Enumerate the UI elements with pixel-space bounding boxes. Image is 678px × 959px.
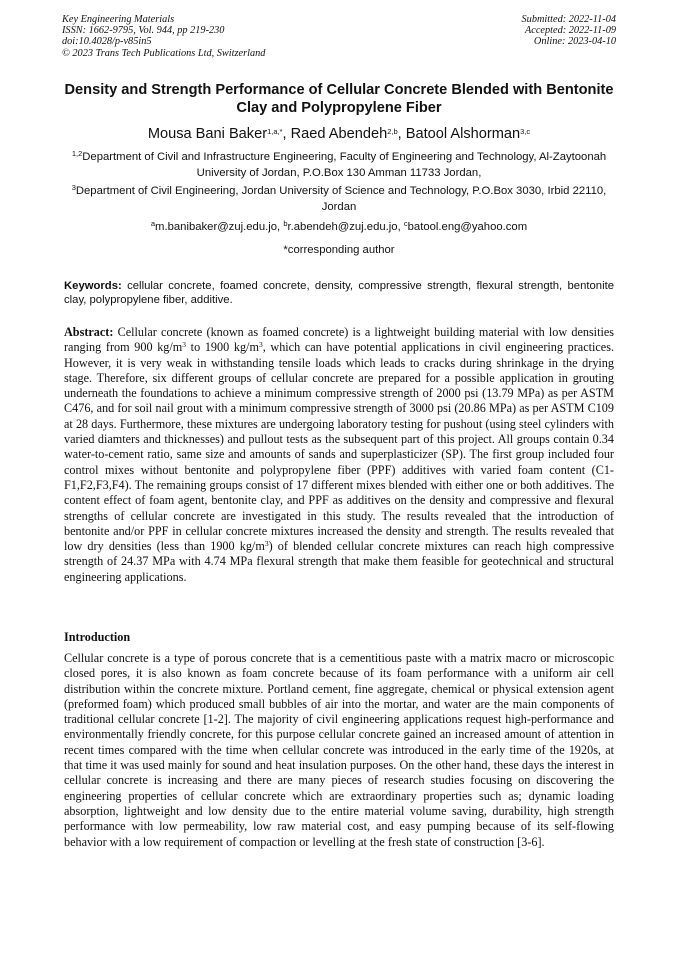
keywords-text: cellular concrete, foamed concrete, density, compressive strength, flexural strength, bentonite clay, polypropylene fiber, additive.: [64, 280, 615, 307]
author-name: Batool Alshorman: [405, 126, 521, 142]
abstract-text: Cellular concrete (known as foamed concrete) is a lightweight building material with low densities ranging from 900 kg/m: [64, 325, 614, 355]
author-name: Mousa Bani Baker: [147, 126, 268, 142]
author-list: Mousa Bani Baker$^{1,a,*}$, Raed Abendeh$^{2,b}$, Batool Alshorman$^{3,c}$: [147, 126, 531, 142]
paper-title: Density and Strength Performance of Cellular Concrete Blended with Bentonite Clay and Polypropylene Fiber: [64, 82, 614, 116]
corresponding-author-note: *corresponding author: [283, 244, 395, 256]
author-name: Raed Abendeh: [290, 126, 388, 142]
journal-name: Key Engineering Materials: [62, 14, 175, 25]
abstract-text: to 1900 kg/m: [186, 340, 259, 355]
affiliation-sup: 1,2: [71, 149, 83, 158]
affiliation-text: Department of Civil Engineering, Jordan University of Science and Technology, P.O.Box 3030, Irbid 22110, Jordan: [75, 185, 607, 213]
publication-dates: [522, 14, 616, 48]
abstract-text: ) of blended cellular concrete mixtures can reach high compressive strength of 24.37 MPa with 4.74 MPa flexural strength that make them feasible for geotechnical and structural engineering applications.: [64, 539, 614, 584]
journal-info: [62, 14, 265, 59]
email-sup: c: [403, 219, 408, 228]
abstract-sup: 3: [182, 340, 187, 350]
abstract-sup: 3: [264, 539, 269, 549]
author-sup: 3,c: [520, 127, 531, 136]
issn: ISSN: 1662-9795, Vol. 944, pp 219-230: [62, 25, 225, 37]
author-sup: 1,a,*: [267, 127, 283, 136]
author-sup: 2,b: [387, 127, 398, 136]
email-sup: b: [283, 219, 288, 228]
online-date: Online: 2023-04-10: [533, 36, 616, 48]
affiliation-sup: 3: [71, 183, 76, 192]
abstract: [64, 325, 614, 585]
affiliation-2: [60, 184, 618, 215]
doi: doi:10.4028/p-v85in5: [62, 36, 152, 48]
affiliation-text: Department of Civil and Infrastructure Engineering, Faculty of Engineering and Technology, Al-Zaytoonah University of Jordan, P.O.Box 130 Amman 11733 Jordan,: [82, 151, 607, 179]
affiliation-1: [60, 150, 618, 181]
abstract-label: Abstract:: [64, 325, 114, 339]
copyright: © 2023 Trans Tech Publications Ltd, Switzerland: [62, 47, 266, 59]
introduction-text: Cellular concrete is a type of porous concrete that is a cementitious paste with a matrix macro or microscopic closed pores, it is also known as foam concrete because of its foam performance with a uniform air cell distribution within the concrete mixture. Portland cement, fine aggregate, chemical or physical extension agent (preformed foam) which produced small bubbles of air into the mortar, and water are the main components of traditional cellular concrete [1-2]. The majority of civil engineering applications request high-performance and environmentally friendly concrete, for this purpose cellular concrete gained an increased amount of attention in recent times compared with the time when cellular concrete was introduced in the early time of the 1920s, at that time it was used mainly for sound and heat insulation purposes. On the other hand, these days the interest in cellular concrete is increasing and there are many pieces of research studies focusing on discovering the engineering properties of cellular concrete which are extraordinary properties such as; dynamic loading absorption, lightweight and low density due to the entire material volume saving, durability, high strength performance with low permeability, low raw material cost, and easy pumping because of its self-flowing behavior with a low requirement of compaction or levelling at the fresh state of construction [3-6].: [64, 651, 614, 849]
abstract-text: , which can have potential applications in civil engineering practices. However, it is very weak in withstanding tensile loads which leads to cracks during shrinkage in the drying stage. Therefore, six different groups of cellular concrete are prepared for a possible application in grouting underneath the foundations to achieve a minimum compressive strength of 2000 psi (13.79 MPa) as per ASTM C476, and for soil nail grout with a minimum compressive strength of 3000 psi (20.86 MPa) as per ASTM C109 at 28 days. Furthermore, these mixtures are undergoing laboratory testing for pushout (using steel cylinders with varied diamters and thicknesses) and pullout tests as the subsequent part of this project. All groups contain 0.34 water-to-cement ratio, same size and amounts of sands and superplasticizer (SP). The first group included four control mixes without bentonite and polypropylene fiber (PPF) additives with varied foam content (C1-F1,F2,F3,F4). The remaining groups consist of 17 different mixes blended with either one or both additives. The content effect of foam agent, bentonite clay, and PPF as additives on the density and compressive and flexural strengths of cellular concrete are investigated in this study. The results revealed that the introduction of bentonite and/or PPF in cellular concrete mixtures increased the density and strength. The results revealed that low dry densities (less than 1900 kg/m: [64, 340, 614, 554]
author-emails: $^a$m.banibaker@zuj.edu.jo, $^b$r.abendeh@zuj.edu.jo, $^c$batool.eng@yahoo.com: [150, 219, 528, 233]
keywords: [64, 279, 614, 308]
section-heading-introduction: Introduction: [64, 630, 131, 644]
email-link[interactable]: batool.eng@yahoo.com: [407, 221, 528, 233]
keywords-label: Keywords:: [64, 280, 122, 292]
email-link[interactable]: r.abendeh@zuj.edu.jo: [287, 221, 398, 233]
abstract-sup: 3: [258, 340, 263, 350]
accepted-date: Accepted: 2022-11-09: [524, 25, 616, 37]
submitted-date: Submitted: 2022-11-04: [521, 14, 616, 25]
email-sup: a: [150, 219, 156, 228]
email-link[interactable]: m.banibaker@zuj.edu.jo: [155, 221, 278, 233]
